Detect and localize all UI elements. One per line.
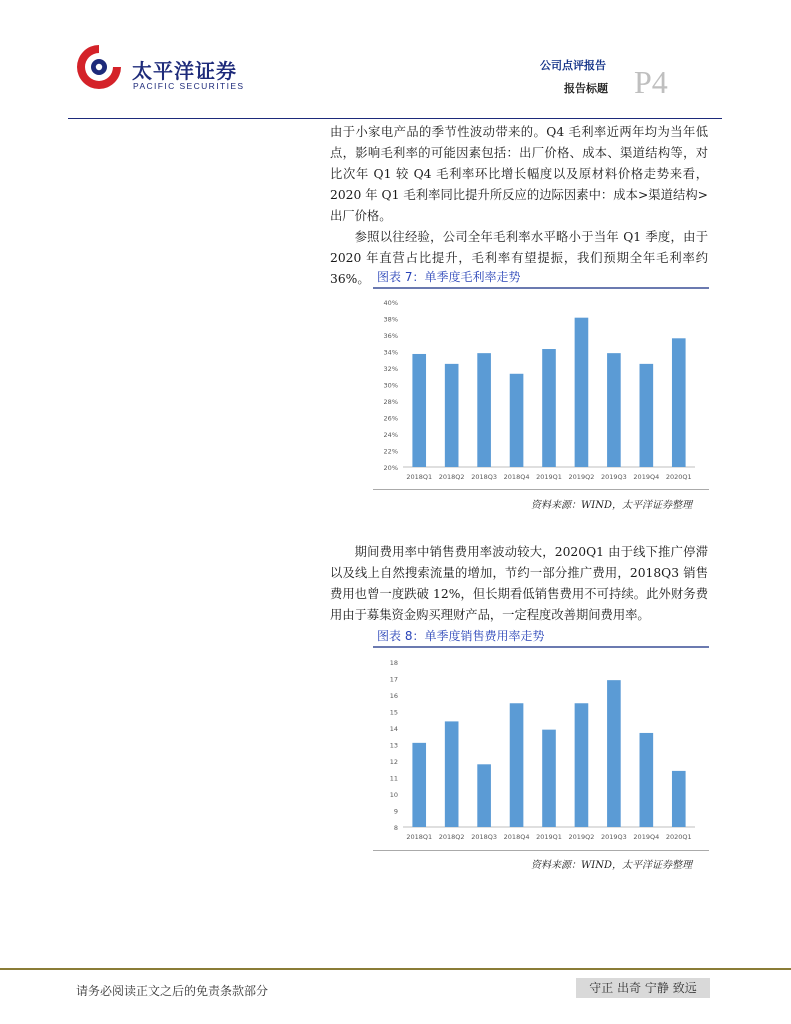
y-tick-label: 8 [393,824,398,832]
report-type: 公司点评报告 [540,59,606,72]
y-tick-label: 32% [383,365,398,373]
y-tick-label: 34% [383,348,398,357]
y-tick-label: 38% [383,315,398,324]
bar-2019Q4 [640,364,654,467]
report-title: 报告标题 [564,82,608,95]
figure-8-rule [373,850,709,851]
paragraph-expense-ratio: 期间费用率中销售费用率波动较大，2020Q1 由于线下推广停滞以及线上自然搜索流量的增加，节约一部分推广费用，2018Q3 销售费用也曾一度跌破 12%，但长期看低销售费用不可持续。此外财务费用由于募集资金购买理财产品，一定程度改善期间费用率。 [330,545,708,622]
x-tick-label: 2018Q4 [503,833,530,841]
page-number: P4 [634,64,668,100]
y-tick-label: 11 [389,774,398,783]
y-tick-label: 22% [383,447,398,456]
y-tick-label: 18 [389,659,398,667]
x-tick-label: 2019Q3 [600,833,627,841]
paragraph-gross-margin-seasonality: 由于小家电产品的季节性波动带来的。Q4 毛利率近两年均为当年低点，影响毛利率的可能因素包括：出厂价格、成本、渠道结构等，对比次年 Q1 较 Q4 毛利率环比增长幅度以及原材料价格走势来看，2020 年 Q1 毛利率同比提升所反应的边际因素中：成本>渠道结构>出厂价格。 [330,125,708,223]
y-tick-label: 36% [383,332,398,340]
x-tick-label: 2018Q1 [406,473,433,481]
x-tick-label: 2019Q2 [568,833,595,841]
header-divider [68,118,722,119]
bar-2018Q1 [412,354,426,467]
figure-7-header [373,267,709,289]
x-tick-label: 2019Q3 [600,473,627,481]
y-tick-label: 24% [383,431,398,439]
bar-2019Q2 [575,703,589,827]
bar-2018Q4 [510,374,524,467]
bar-2018Q2 [445,721,459,827]
x-tick-label: 2018Q3 [471,833,498,841]
y-tick-label: 26% [383,414,398,423]
bar-2018Q2 [445,364,459,467]
bar-2019Q2 [575,318,589,467]
y-tick-label: 20% [383,464,398,472]
x-tick-label: 2020Q1 [665,473,692,481]
figure-8-source: 资料来源：WIND，太平洋证券整理 [531,860,692,871]
footer-motto: 守正 出奇 宁静 致远 [576,978,710,998]
x-tick-label: 2019Q1 [536,473,562,481]
figure-8-header [373,626,709,648]
x-tick-label: 2018Q4 [503,473,530,481]
y-tick-label: 15 [389,708,398,717]
x-tick-label: 2019Q1 [536,833,562,841]
x-tick-label: 2019Q4 [633,473,660,481]
bar-2019Q1 [542,349,556,467]
bar-2018Q3 [477,353,491,467]
bar-2019Q3 [607,680,621,827]
company-logo-icon [74,42,124,92]
x-tick-label: 2019Q4 [633,833,660,841]
y-tick-label: 14 [389,725,398,733]
y-tick-label: 40% [383,299,398,307]
figure-7-source: 资料来源：WIND，太平洋证券整理 [531,500,692,511]
x-tick-label: 2018Q2 [438,473,465,481]
x-tick-label: 2020Q1 [665,833,692,841]
gross-margin-chart [373,290,709,490]
bar-2019Q3 [607,353,621,467]
x-tick-label: 2019Q2 [568,473,595,481]
brand-name-en: PACIFIC SECURITIES [133,81,245,91]
brand-name-cn: 太平洋证券 [132,59,237,83]
footer-disclaimer: 请务必阅读正文之后的免责条款部分 [76,984,269,998]
y-tick-label: 28% [383,398,398,406]
bar-2018Q4 [510,703,524,827]
bar-2020Q1 [672,771,686,827]
figure-7-rule [373,489,709,490]
x-tick-label: 2018Q2 [438,833,465,841]
x-tick-label: 2018Q3 [471,473,498,481]
figure-7-title: 图表 7：单季度毛利率走势 [377,270,521,284]
y-tick-label: 17 [389,675,398,684]
y-tick-label: 30% [383,381,398,390]
x-tick-label: 2018Q1 [406,833,433,841]
bar-2018Q1 [412,743,426,827]
bar-2019Q1 [542,730,556,827]
bar-2018Q3 [477,764,491,827]
selling-expense-chart [373,650,709,850]
figure-8-title: 图表 8：单季度销售费用率走势 [377,629,545,643]
footer-divider [0,968,791,970]
bar-2020Q1 [672,338,686,467]
y-tick-label: 13 [389,741,398,750]
paragraph-gross-margin-forecast: 参照以往经验，公司全年毛利率水平略小于当年 Q1 季度，由于 2020 年直营占比提升，毛利率有望提振，我们预期全年毛利率约 36%。 [330,230,708,286]
y-tick-label: 16 [389,692,398,700]
y-tick-label: 12 [389,758,398,766]
bar-2019Q4 [640,733,654,827]
y-tick-label: 10 [389,791,398,799]
y-tick-label: 9 [393,807,398,816]
